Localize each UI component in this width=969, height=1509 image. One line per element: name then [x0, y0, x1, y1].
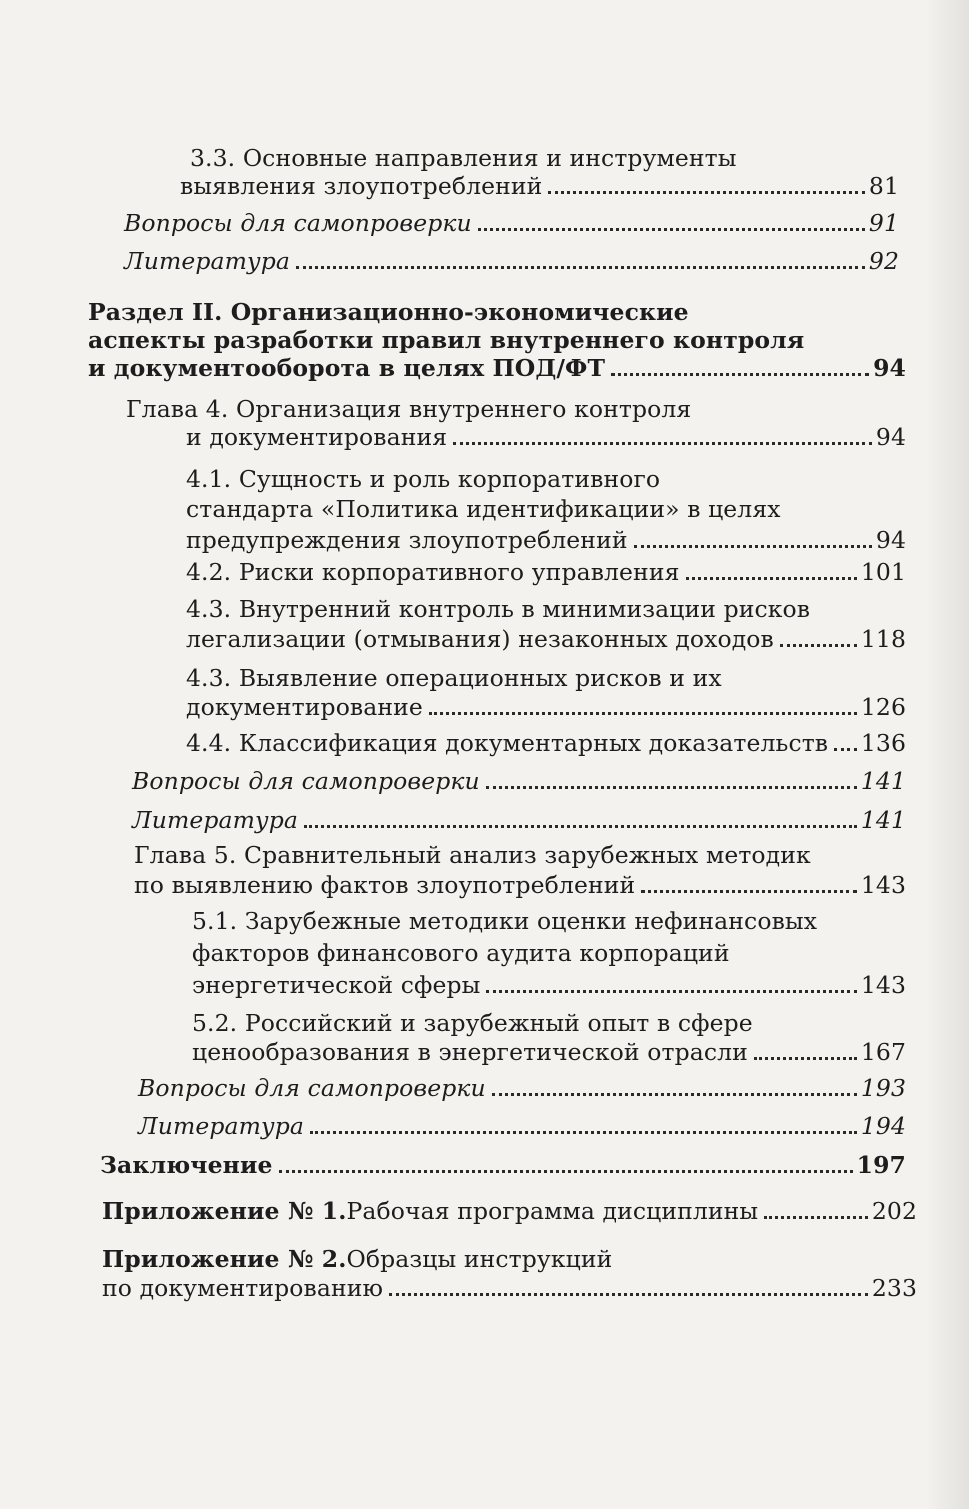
toc-entry-4-3b-line1: 4.3. Выявление операционных рисков и их — [186, 664, 722, 692]
leader-dots — [611, 373, 869, 376]
page-number: 136 — [860, 729, 906, 757]
toc-entry-questions-ch3: Вопросы для самопроверки 91 — [124, 209, 899, 237]
toc-entry-4-3a-line1: 4.3. Внутренний контроль в минимизации рисков — [186, 595, 811, 623]
page-number: 143 — [860, 971, 906, 999]
toc-entry-5-2-line2: ценообразования в энергетической отрасли 167 — [192, 1038, 906, 1066]
page-number: 126 — [860, 693, 906, 721]
toc-entry-appendix-2-line2: по документированию 233 — [102, 1274, 917, 1302]
toc-entry-4-1-line2: стандарта «Политика идентификации» в целях — [186, 495, 781, 523]
toc-entry-questions-ch4: Вопросы для самопроверки 141 — [132, 767, 906, 795]
page-number: 118 — [860, 625, 906, 653]
toc-entry-5-1-line1: 5.1. Зарубежные методики оценки нефинансовых — [192, 907, 818, 935]
toc-entry-5-2-line1: 5.2. Российский и зарубежный опыт в сфере — [192, 1009, 753, 1037]
leader-dots — [453, 442, 872, 445]
toc-section-2-line1: Раздел II. Организационно-экономические — [88, 298, 689, 326]
leader-dots — [486, 786, 857, 789]
toc-section-2-line2: аспекты разработки правил внутреннего контроля — [88, 326, 805, 354]
toc-entry-4-3a-line2: легализации (отмывания) незаконных доходов 118 — [186, 625, 906, 653]
leader-dots — [296, 266, 865, 269]
leader-dots — [764, 1216, 868, 1219]
toc-entry-conclusion: Заключение 197 — [100, 1151, 906, 1179]
leader-dots — [304, 825, 857, 828]
toc-entry-literature-ch5: Литература 194 — [138, 1112, 906, 1140]
page-number: 141 — [860, 806, 906, 834]
page-number: 233 — [871, 1274, 917, 1302]
toc-entry-4-4: 4.4. Классификация документарных доказательств 136 — [186, 729, 906, 757]
toc-entry-4-3b-line2: документирование 126 — [186, 693, 906, 721]
leader-dots — [754, 1057, 857, 1060]
page-number: 143 — [860, 871, 906, 899]
toc-entry-4-2: 4.2. Риски корпоративного управления 101 — [186, 558, 906, 586]
leader-dots — [780, 644, 857, 647]
toc-section-2-line3: и документооборота в целях ПОД/ФТ 94 — [88, 354, 906, 382]
page-number: 92 — [868, 247, 899, 275]
page-number: 101 — [860, 558, 906, 586]
page-number: 194 — [860, 1112, 906, 1140]
leader-dots — [429, 712, 857, 715]
leader-dots — [634, 545, 872, 548]
toc-chapter-4-line2: и документирования 94 — [186, 423, 906, 451]
toc-entry-questions-ch5: Вопросы для самопроверки 193 — [138, 1074, 906, 1102]
page-number: 167 — [860, 1038, 906, 1066]
toc-entry-5-1-line3: энергетической сферы 143 — [192, 971, 906, 999]
page-number: 81 — [868, 172, 899, 200]
toc-entry-3-3-line2: выявления злоупотреблений 81 — [180, 172, 899, 200]
toc-entry-3-3-line1: 3.3. Основные направления и инструменты — [190, 144, 737, 172]
page-number: 193 — [860, 1074, 906, 1102]
toc-chapter-5-line2: по выявлению фактов злоупотреблений 143 — [134, 871, 906, 899]
leader-dots — [486, 990, 856, 993]
page-number: 141 — [860, 767, 906, 795]
toc-chapter-4-line1: Глава 4. Организация внутреннего контроля — [126, 395, 692, 423]
toc-entry-4-1-line3: предупреждения злоупотреблений 94 — [186, 526, 906, 554]
leader-dots — [478, 228, 865, 231]
toc-chapter-5-line1: Глава 5. Сравнительный анализ зарубежных методик — [134, 841, 811, 869]
leader-dots — [310, 1131, 857, 1134]
toc-entry-4-1-line1: 4.1. Сущность и роль корпоративного — [186, 465, 661, 493]
leader-dots — [548, 191, 864, 194]
page-number: 91 — [868, 209, 899, 237]
page-number: 94 — [875, 423, 906, 451]
toc-entry-literature-ch4: Литература 141 — [132, 806, 906, 834]
page-number: 202 — [871, 1197, 917, 1225]
leader-dots — [389, 1293, 868, 1296]
leader-dots — [641, 890, 857, 893]
page-number: 197 — [856, 1151, 906, 1179]
leader-dots — [492, 1093, 857, 1096]
toc-entry-appendix-2-line1: Приложение № 2. Образцы инструкций — [102, 1245, 613, 1273]
leader-dots — [279, 1170, 853, 1173]
page-number: 94 — [873, 354, 906, 382]
leader-dots — [686, 577, 857, 580]
toc-entry-5-1-line2: факторов финансового аудита корпораций — [192, 939, 730, 967]
toc-entry-appendix-1: Приложение № 1. Рабочая программа дисциплины 202 — [102, 1197, 917, 1225]
page-number: 94 — [875, 526, 906, 554]
toc-entry-literature-ch3: Литература 92 — [124, 247, 899, 275]
leader-dots — [834, 748, 857, 751]
